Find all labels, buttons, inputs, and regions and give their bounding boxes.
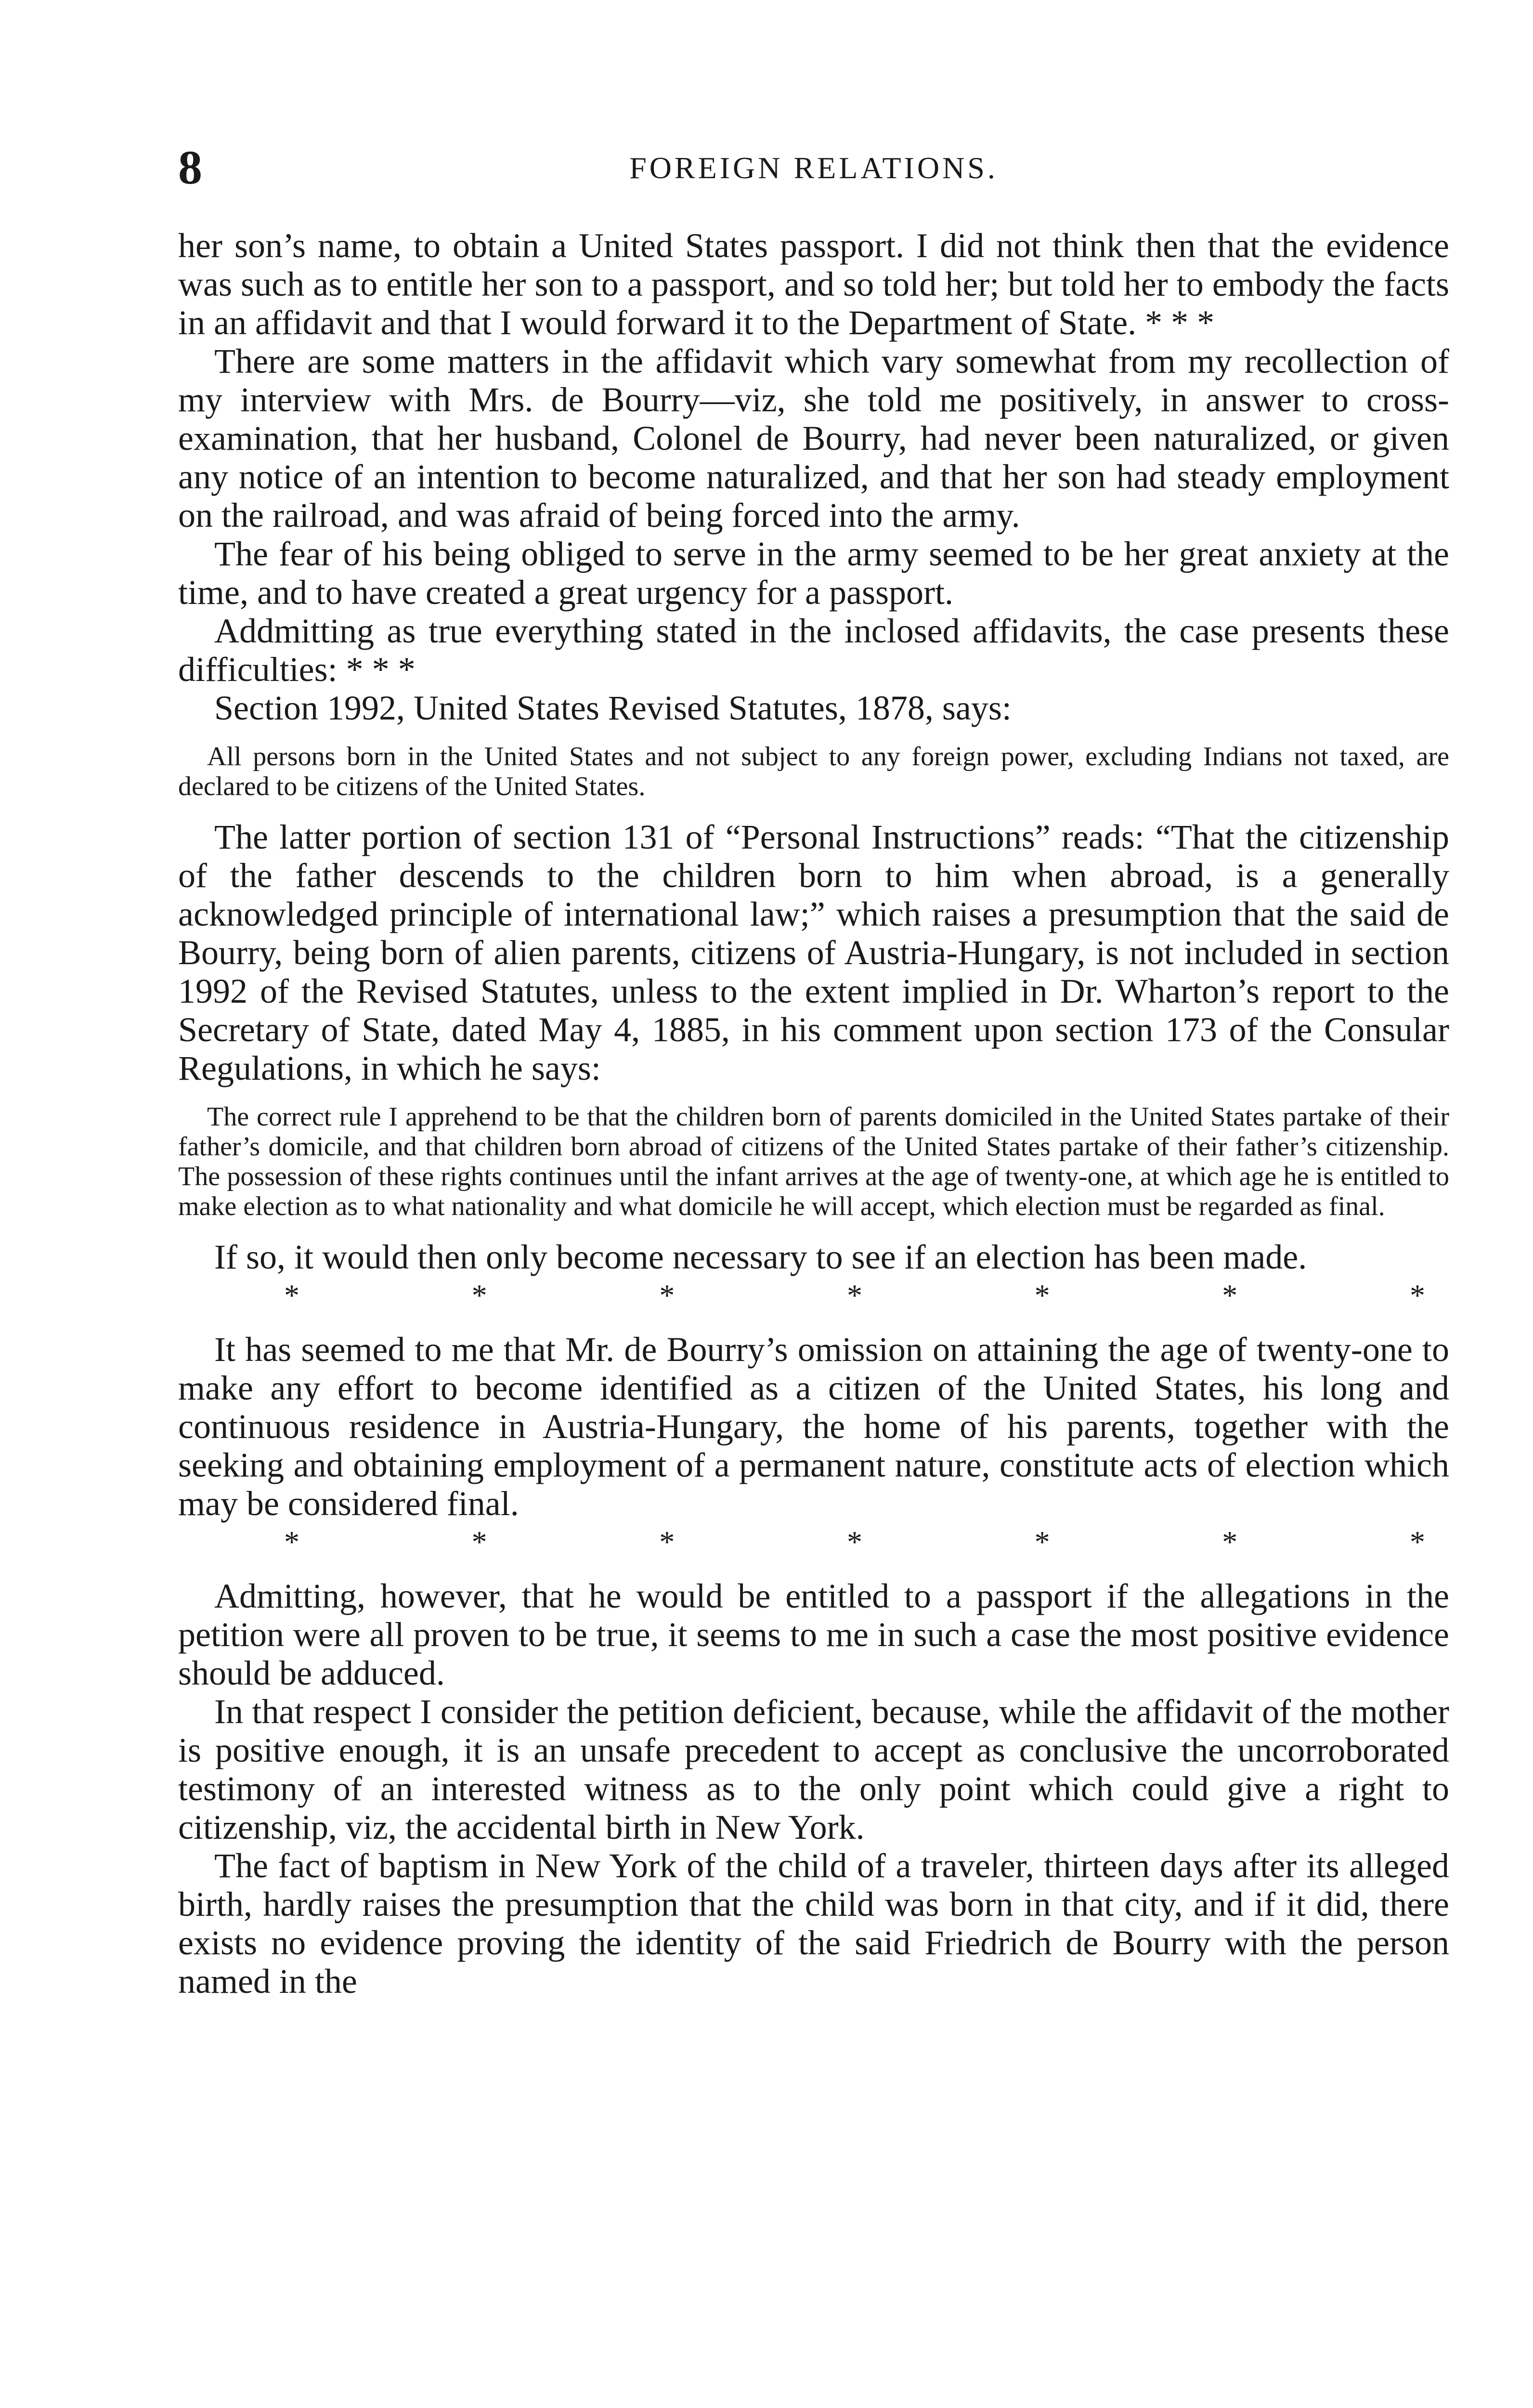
ellipsis-stars — [178, 1527, 1449, 1557]
page-number: 8 — [178, 141, 202, 194]
paragraph-continued: her son’s name, to obtain a United States passport. I did not think then that the evidence was such as to entitle her son to a passport, and so told her; but told her to embody the facts in an affidavit and that I would forward it to the Department of State. * * * — [178, 226, 1449, 342]
paragraph: Section 1992, United States Revised Statutes, 1878, says: — [214, 689, 1012, 727]
star-mark: * — [1409, 1525, 1425, 1559]
star-mark: * — [284, 1525, 299, 1559]
block-quote-wharton: The correct rule I apprehend to be that the children born of parents domiciled in the United States partake of their father’s domicile, and that children born abroad of citizens of the United States partake of their father’s citizenship. The possession of these rights continues until the infant arrives at the age of twenty-one, at which age he is entitled to make election as to what nationality and what domicile he will accept, which election must be regarded as final. — [178, 1102, 1449, 1221]
body-text — [178, 226, 1449, 2001]
page-header — [178, 140, 1449, 197]
paragraph: The latter portion of section 131 of “Personal Instructions” reads: “That the citizenship of the father descends to the children born to him when abroad, is a generally acknowledged principle of international law;” which raises a presumption that the said de Bourry, being born of alien parents, citizens of Austria-Hungary, is not included in section 1992 of the Revised Statutes, unless to the extent implied in Dr. Wharton’s report to the Secretary of State, dated May 4, 1885, in his comment upon section 173 of the Consular Regulations, in which he says: — [178, 818, 1449, 1087]
running-title: FOREIGN RELATIONS. — [629, 151, 998, 185]
paragraph: In that respect I consider the petition deficient, because, while the affidavit of the mother is positive enough, it is an unsafe precedent to accept as conclusive the uncorroborated testimony of an interested witness as to the only point which could give a right to citizenship, viz, the accidental birth in New York. — [178, 1692, 1449, 1846]
star-mark: * — [1034, 1525, 1050, 1559]
star-mark: * — [1409, 1278, 1425, 1312]
star-mark: * — [1034, 1278, 1050, 1312]
paragraph: Admitting, however, that he would be entitled to a passport if the allegations in the petition were all proven to be true, it seems to me in such a case the most positive evidence should be adduced. — [178, 1577, 1449, 1692]
star-mark: * — [471, 1525, 487, 1559]
paragraph: If so, it would then only become necessary to see if an election has been made. — [214, 1238, 1307, 1276]
paragraph: The fact of baptism in New York of the child of a traveler, thirteen days after its alleged birth, hardly raises the presumption that the child was born in that city, and if it did, there exists no evidence proving the identity of the said Friedrich de Bourry with the person named in the — [178, 1846, 1449, 2001]
star-mark: * — [471, 1278, 487, 1312]
ellipsis-stars — [178, 1280, 1449, 1311]
paragraph: The fear of his being obliged to serve in the army seemed to be her great anxiety at the time, and to have created a great urgency for a passport. — [178, 535, 1449, 612]
paragraph: Addmitting as true everything stated in the inclosed affidavits, the case presents these difficulties: * * * — [178, 612, 1449, 689]
star-mark: * — [659, 1525, 675, 1559]
star-mark: * — [846, 1278, 862, 1312]
star-mark: * — [659, 1278, 675, 1312]
star-mark: * — [1222, 1278, 1238, 1312]
star-mark: * — [846, 1525, 862, 1559]
paragraph: It has seemed to me that Mr. de Bourry’s omission on attaining the age of twenty-one to make any effort to become identified as a citizen of the United States, his long and continuous residence in Austria-Hungary, the home of his parents, together with the seeking and obtaining employment of a permanent nature, constitute acts of election which may be considered final. — [178, 1330, 1449, 1523]
star-mark: * — [284, 1278, 299, 1312]
star-mark: * — [1222, 1525, 1238, 1559]
paragraph: There are some matters in the affidavit which vary somewhat from my recollection of my interview with Mrs. de Bourry—viz, she told me positively, in answer to cross-examination, that her husband, Colonel de Bourry, had never been naturalized, or given any notice of an intention to become naturalized, and that her son had steady employment on the railroad, and was afraid of being forced into the army. — [178, 342, 1449, 535]
block-quote-statute: All persons born in the United States and not subject to any foreign power, excluding Indians not taxed, are declared to be citizens of the United States. — [178, 742, 1449, 801]
